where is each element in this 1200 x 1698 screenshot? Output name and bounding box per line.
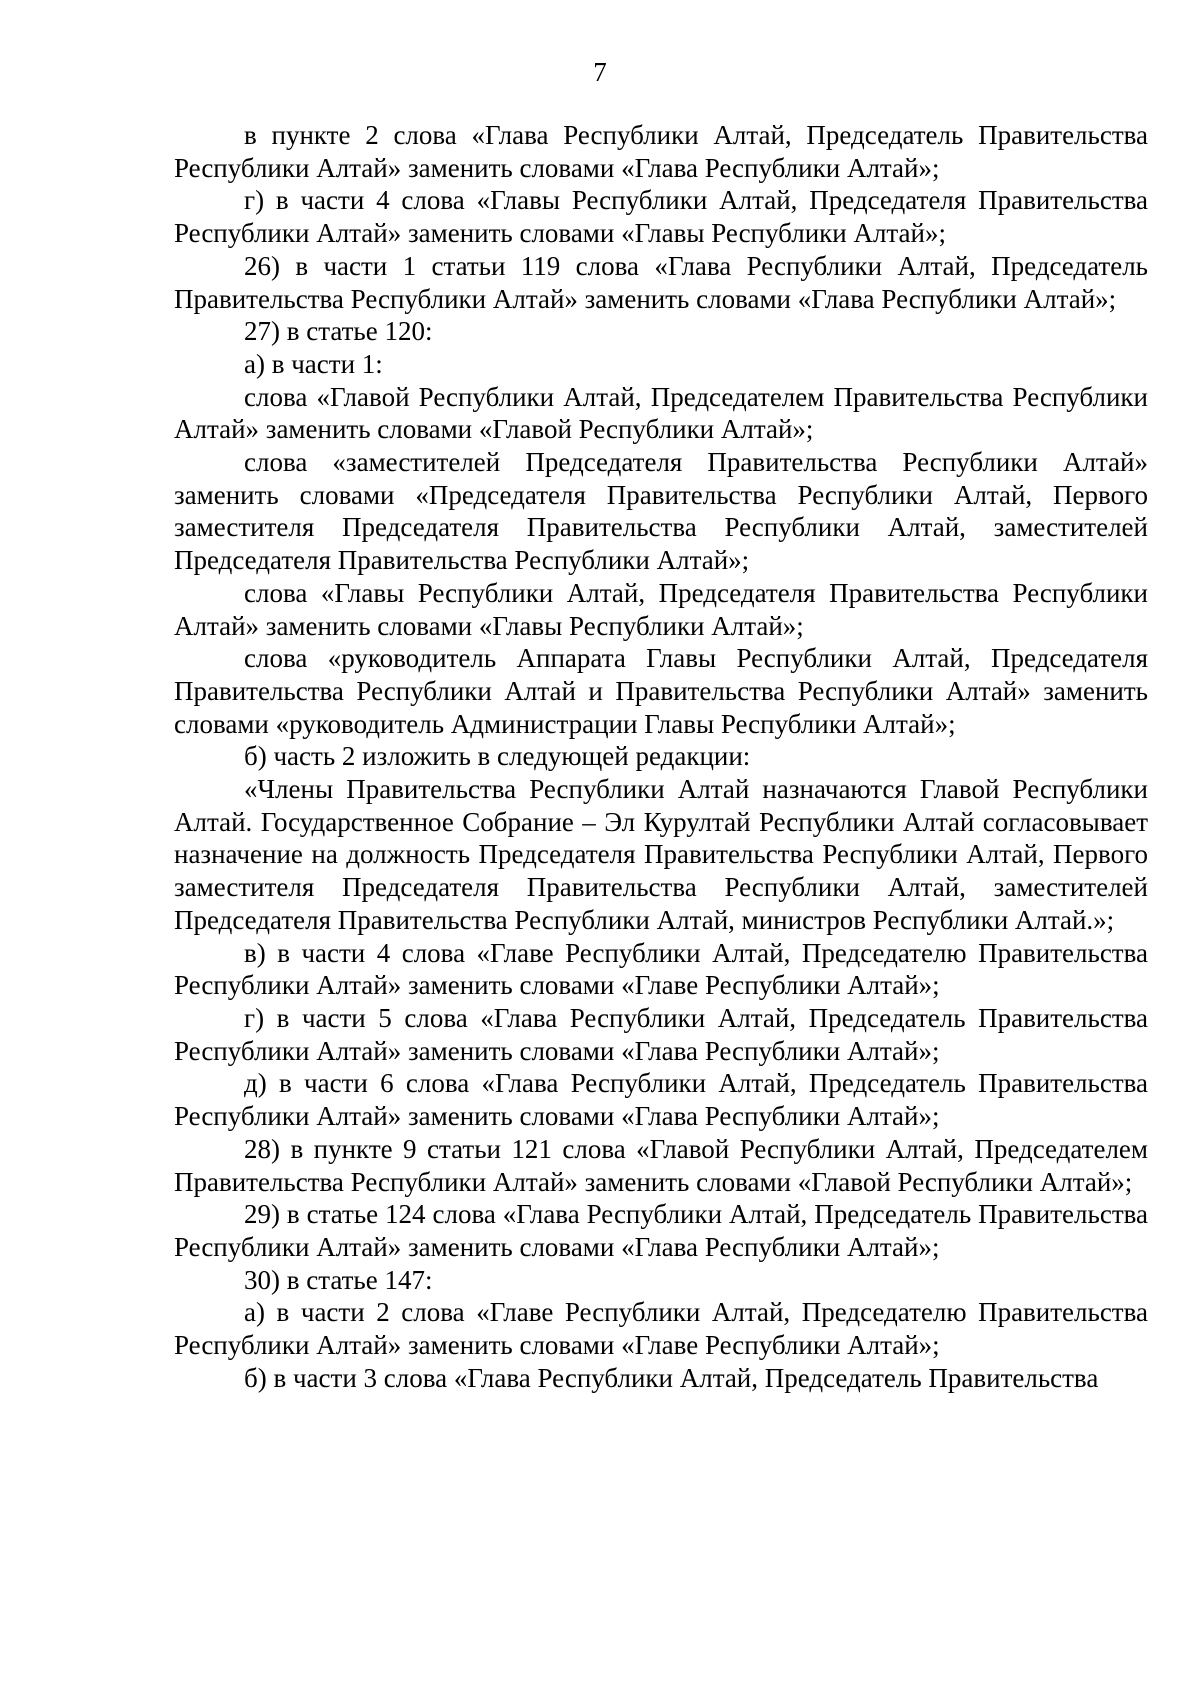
page-number: 7 — [593, 57, 607, 87]
paragraph: г) в части 4 слова «Главы Республики Алтай, Председателя Правительства Республики Алтай» заменить словами «Главы Республики Алтай»; — [174, 185, 1148, 249]
paragraph: «Члены Правительства Республики Алтай назначаются Главой Республики Алтай. Государственное Собрание – Эл Курултай Республики Алтай согласовывает назначение на должность Председателя Правительства Республики Алтай, Первого заместителя Председателя Правительства Республики Алтай, заместителей Председателя Правительства Республики Алтай, министров Республики Алтай.»; — [174, 774, 1148, 935]
paragraph: в пункте 2 слова «Глава Республики Алтай, Председатель Правительства Республики Алтай» заменить словами «Глава Республики Алтай»; — [174, 120, 1148, 183]
paragraph: 30) в статье 147: — [244, 1264, 433, 1295]
paragraph: 26) в части 1 статьи 119 слова «Глава Республики Алтай, Председатель Правительства Республики Алтай» заменить словами «Глава Республики Алтай»; — [174, 250, 1148, 314]
paragraph: слова «Главой Республики Алтай, Председателем Правительства Республики Алтай» заменить словами «Главой Республики Алтай»; — [174, 381, 1148, 445]
paragraph: г) в части 5 слова «Глава Республики Алтай, Председатель Правительства Республики Алтай» заменить словами «Глава Республики Алтай»; — [174, 1002, 1148, 1066]
paragraph: д) в части 6 слова «Глава Республики Алтай, Председатель Правительства Республики Алтай» заменить словами «Глава Республики Алтай»; — [174, 1068, 1148, 1132]
paragraph: 29) в статье 124 слова «Глава Республики Алтай, Председатель Правительства Республики Алтай» заменить словами «Глава Республики Алтай»; — [174, 1199, 1148, 1262]
paragraph: а) в части 2 слова «Главе Республики Алтай, Председателю Правительства Республики Алтай» заменить словами «Главе Республики Алтай»; — [174, 1297, 1148, 1361]
paragraph: б) часть 2 изложить в следующей редакции: — [244, 741, 751, 772]
document-body — [174, 119, 1148, 1394]
paragraph: в) в части 4 слова «Главе Республики Алтай, Председателю Правительства Республики Алтай» заменить словами «Главе Республики Алтай»; — [174, 937, 1148, 1001]
paragraph: слова «заместителей Председателя Правительства Республики Алтай» заменить словами «Председателя Правительства Республики Алтай, Первого заместителя Председателя Правительства Республики Алтай, заместителей Председателя Правительства Республики Алтай»; — [174, 447, 1148, 576]
paragraph: б) в части 3 слова «Глава Республики Алтай, Председатель Правительства — [244, 1362, 1099, 1393]
paragraph: слова «руководитель Аппарата Главы Республики Алтай, Председателя Правительства Республики Алтай и Правительства Республики Алтай» заменить словами «руководитель Администрации Главы Республики Алтай»; — [174, 643, 1148, 739]
paragraph: 27) в статье 120: — [244, 316, 433, 347]
paragraph: а) в части 1: — [244, 348, 383, 379]
paragraph: слова «Главы Республики Алтай, Председателя Правительства Республики Алтай» заменить словами «Главы Республики Алтай»; — [174, 577, 1148, 641]
paragraph: 28) в пункте 9 статьи 121 слова «Главой Республики Алтай, Председателем Правительства Республики Алтай» заменить словами «Главой Республики Алтай»; — [174, 1133, 1148, 1197]
